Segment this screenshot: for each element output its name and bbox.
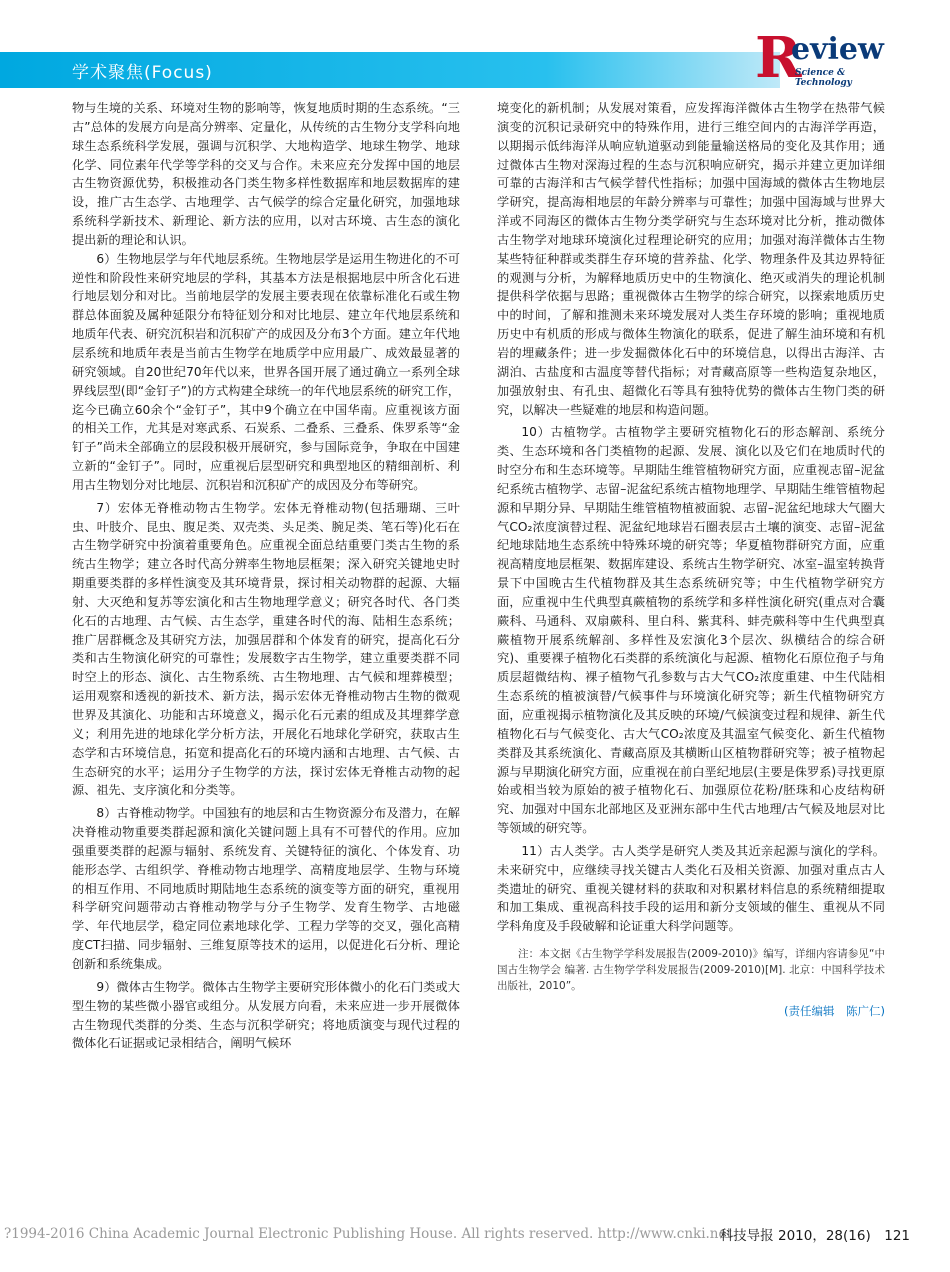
journal-page-info: 科技导报 2010，28(16) 121	[719, 1228, 910, 1244]
page-footer	[0, 1222, 950, 1246]
paragraph: 9）微体古生物学。微体古生物学主要研究形体微小的化石门类或大型生物的某些微小器官或组分。从发展方向看，未来应进一步开展微体古生物现代类群的分类、生态与沉积学研究；将地质演变与现代过程的微体化石证据或记录相结合，阐明气候环	[72, 979, 460, 1051]
paragraph: 7）宏体无脊椎动物古生物学。宏体无脊椎动物(包括珊瑚、三叶虫、叶肢介、昆虫、腹足类、双壳类、头足类、腕足类、笔石等)化石在古生物学研究中扮演着重要角色。应重视全面总结重要门类古生物的系统古生物学；建立各时代高分辨率生物地层框架；深入研究关键地史时期重要类群的多样性演变及其环境背景，探讨相关动物群的起源、大辐射、大灭绝和复苏等宏演化和古生物地理学意义；研究各时代、各门类化石的古地理、古气候、古生态学，重建各时代的海、陆相生态系统；推广居群概念及其研究方法，加强居群和个体发育的研究，提高化石分类和古生物演化研究的可靠性；发展数字古生物学，建立重要类群不同时空上的形态、演化、古生物系统、古生物地理、古气候和埋葬模型；运用观察和透视的新技术、新方法，揭示宏体无脊椎动物古生物的微观世界及其演化、功能和古环境意义，揭示化石元素的组成及其埋葬学意义；利用先进的地球化学分析方法，开展化石地球化学研究，获取古生态学和古环境信息，拓宽和提高化石的环境内涵和古地理、古气候、古生态研究的水平；运用分子生物学的方法，探讨宏体无脊椎古动物的起源、祖先、支序演化和分类等。	[72, 500, 460, 798]
paragraph: 11）古人类学。古人类学是研究人类及其近亲起源与演化的学科。未来研究中，应继续寻找关键古人类化石及相关资源、加强对重点古人类遗址的研究、重视关键材料的获取和对积累材料信息的系统精细提取和加工集成、重视高科技手段的运用和新分支领域的催生、重视从不同学科角度及手段破解和论证重大科学问题等。	[497, 843, 885, 934]
paragraph: 8）古脊椎动物学。中国独有的地层和古生物资源分布及潜力，在解决脊椎动物重要类群起源和演化关键问题上具有不可替代的作用。应加强重要类群的起源与辐射、系统发育、关键特征的演化、个体发育、功能形态学、古组织学、脊椎动物古地理学、高精度地层学、生物与环境的相互作用、不同地质时期陆地生态系统的演变等方面的研究，重视用科学研究问题带动古脊椎动物学与分子生物学、发育生物学、古地磁学、年代地层学，稳定同位素地球化学、工程力学等的交叉，强化高精度CT扫描、同步辐射、三维复原等技术的运用，以促进化石分析、理论创新和系统集成。	[72, 806, 460, 971]
logo-subtitle: Science & Technology	[795, 68, 852, 88]
paragraph: 物与生境的关系、环境对生物的影响等，恢复地质时期的生态系统。“三古”总体的发展方向是高分辨率、定量化，从传统的古生物分支学科向地球生态系统科学发展，强调与沉积学、大地构造学、地球生物学、地球化学、同位素年代学等学科的交叉与合作。未来应充分发挥中国的地层古生物资源优势，积极推动各门类生物多样性数据库和地层数据库的建设，推广古生态学、古地理学、古气候学的综合定量化研究，加强地球系统科学新技术、新理论、新方法的应用，以对古环境、古生态的演化提出新的理论和认识。	[72, 101, 460, 247]
editor-credit: (责任编辑 陈广仁)	[784, 1004, 885, 1019]
copyright-watermark: ?1994-2016 China Academic Journal Electronic Publishing House. All rights reserved. http://www.cnki.net	[4, 1226, 732, 1242]
paragraph: 6）生物地层学与年代地层系统。生物地层学是运用生物进化的不可逆性和阶段性来研究地层的学科，其基本方法是根据地层中所含化石进行地层划分和对比。当前地层学的发展主要表现在依靠标准化石或生物群总体面貌及属种延限分布特征划分和对比地层、建立年代地层系统和地质年代表、研究沉积岩和沉积矿产的成因及分布3个方面。建立年代地层系统和地质年表是当前古生物学在地质学中应用最广、成效最显著的研究领域。自20世纪70年代以来，世界各国开展了通过确立一系列全球界线层型(即“金钉子”)的方式构建全球统一的年代地层系统的研究工作，迄今已确立60余个“金钉子”，其中9个确立在中国华南。应重视该方面的相关工作，尤其是对寒武系、石炭系、二叠系、三叠系、侏罗系等“金钉子”尚未全部确立的层段积极开展研究，参与国际竞争，争取在中国建立新的“金钉子”。同时，应重视后层型研究和典型地区的精细剖析、利用古生物划分对比地层、沉积岩和沉积矿产的成因及分布等研究。	[72, 251, 460, 492]
paragraph: 10）古植物学。古植物学主要研究植物化石的形态解剖、系统分类、生态环境和各门类植物的起源、发展、演化以及它们在地质时代的时空分布和生态环境等。早期陆生维管植物研究方面，应重视志留–泥盆纪系统古植物学、志留–泥盆纪系统古植物地理学、早期陆生维管植物起源和早期分异、早期陆生维管植物植被面貌、志留–泥盆纪地球大气圈大气CO₂浓度演替过程、泥盆纪地球岩石圈表层古土壤的演变、志留–泥盆纪地球陆地生态系统中特殊环境的研究等；华夏植物群研究方面，应重视高精度地层框架、数据库建设、系统古生物学研究、冰室–温室转换背景下中国晚古生代植物群及其生态系统研究等；中生代植物学研究方面，应重视中生代典型真蕨植物的系统学和多样性演化研究(重点对合囊蕨科、马通科、双扇蕨科、里白科、紫萁科、蚌壳蕨科等中生代典型真蕨植物开展系统解剖、多样性及宏演化3个层次、纵横结合的综合研究)、重要裸子植物化石类群的系统演化与起源、植物化石原位孢子与角质层超微结构、裸子植物气孔参数与古大气CO₂浓度重建、中生代陆相生态系统的植被演替/气候事件与环境演化研究等；新生代植物研究方面，应重视揭示植物演化及其反映的环境/气候演变过程和规律、新生代植物化石与气候变化、古大气CO₂浓度及其温室气候变化、新生代植物类群及其系统演化、青藏高原及其横断山区植物群研究等；被子植物起源与早期演化研究方面，应重视在前白垩纪地层(主要是侏罗系)寻找更原始或相当较为原始的被子植物化石、加强原位花粉/胚珠和心皮结构研究、加强对中国东北部地区及亚洲东部中生代古地理/古气候及地层对比等领域的研究等。	[497, 425, 885, 836]
right-column	[497, 99, 885, 1021]
logo-initial: R	[755, 25, 802, 91]
paragraph: 境变化的新机制；从发展对策看，应发挥海洋微体古生物学在热带气候演变的沉积记录研究中的特殊作用，进行三维空间内的古海洋学再造，以期揭示低纬海洋从响应轨道驱动到能量输送格局的变化及其作用；通过微体古生物对深海过程的生态与沉积响应研究，揭示并建立更加详细可靠的古海洋和古气候学替代性指标；加强中国海域的微体古生物地层学研究，提高海相地层的年龄分辨率与可靠性；加强中国海域与世界大洋或不同海区的微体古生物分类学研究与生态环境对比分析，推动微体古生物学对地球环境演化过程理论研究的应用；加强对海洋微体古生物某些特征种群或类群生存环境的营养盐、化学、物理条件及其边界特征的观测与分析，为解释地质历史中的生物演化、绝灭或消失的理论机制提供科学依据与思路；重视微体古生物学的综合研究，以探索地质历史中的时间，了解和推测未来环境发展对人类生存环境的影响；重视地质历史中有机质的形成与微体生物演化的联系，促进了解生油环境和有机岩的埋藏条件；进一步发掘微体化石中的环境信息，以得出古海洋、古湖泊、古盐度和古温度等替代指标；对青藏高原等一些构造复杂地区，加强放射虫、有孔虫、超微化石等具有独特优势的微体古生物门类的研究，以解决一些疑难的地层和构造问题。	[497, 101, 885, 417]
logo-word: eview	[791, 32, 884, 67]
section-label: 学术聚焦(Focus)	[72, 63, 213, 83]
source-note: 注：本文据《古生物学学科发展报告(2009-2010)》编写，详细内容请参见“中国古生物学会 编著. 古生物学学科发展报告(2009-2010)[M]. 北京：中国科学技术出版社，2010”。	[497, 948, 885, 993]
review-logo	[755, 25, 895, 91]
left-column	[72, 99, 460, 1053]
